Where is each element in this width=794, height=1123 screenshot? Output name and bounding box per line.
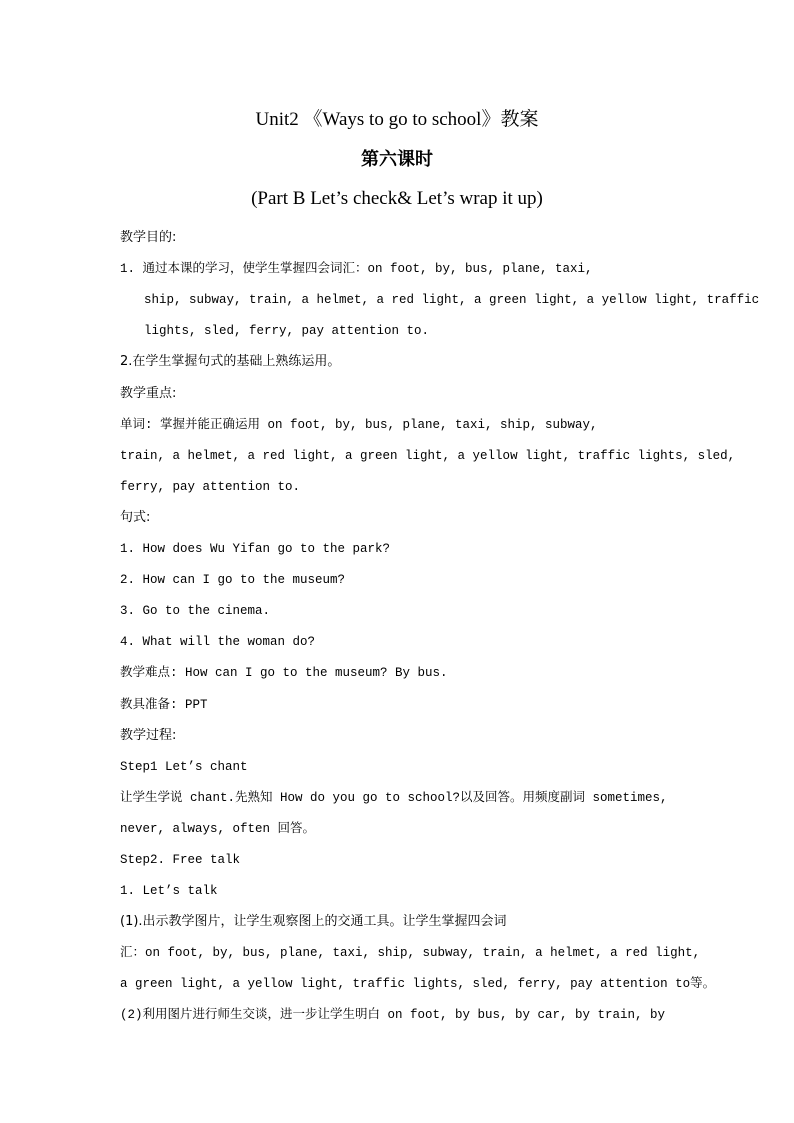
list-item: 3. Go to the cinema. (120, 604, 271, 618)
list-item: 4. What will the woman do? (120, 635, 316, 649)
document-title: Unit2 《Ways to go to school》教案 (255, 109, 539, 130)
paragraph-line: 汇：on foot, by, bus, plane, taxi, ship, subway, train, a helmet, a red light, (120, 946, 701, 960)
section-heading-sentences: 句式: (120, 510, 151, 525)
section-heading-materials: 教具准备: PPT (120, 698, 208, 712)
paragraph-line: a green light, a yellow light, traffic lights, sled, ferry, pay attention to等。 (120, 977, 716, 991)
list-item: 1. How does Wu Yifan go to the park? (120, 542, 391, 556)
paragraph-line: (2)利用图片进行师生交谈，进一步让学生明白 on foot, by bus, by car, by train, by (120, 1008, 666, 1022)
paragraph-line: 2.在学生掌握句式的基础上熟练运用。 (120, 354, 341, 369)
step-heading: Step1 Let’s chant (120, 760, 248, 774)
step-heading: Step2. Free talk (120, 853, 241, 867)
lesson-part: (Part B Let’s check& Let’s wrap it up) (251, 188, 543, 209)
paragraph-line: 1. 通过本课的学习，使学生掌握四会词汇：on foot, by, bus, plane, taxi, (120, 262, 593, 276)
paragraph-line: 单词: 掌握并能正确运用 on foot, by, bus, plane, taxi, ship, subway, (120, 418, 598, 432)
paragraph-line: ship, subway, train, a helmet, a red light, a green light, a yellow light, traffic (144, 293, 760, 307)
section-heading-objectives: 教学目的: (120, 230, 177, 245)
paragraph-line: never, always, often 回答。 (120, 822, 316, 836)
paragraph-line: ferry, pay attention to. (120, 480, 301, 494)
lesson-number: 第六课时 (361, 149, 433, 169)
paragraph-line: (1).出示教学图片，让学生观察图上的交通工具。让学生掌握四会词 (120, 914, 507, 929)
list-item: 1. Let’s talk (120, 884, 218, 898)
paragraph-line: train, a helmet, a red light, a green light, a yellow light, traffic lights, sled, (120, 449, 736, 463)
section-heading-process: 教学过程: (120, 728, 177, 743)
paragraph-line: lights, sled, ferry, pay attention to. (144, 324, 430, 338)
paragraph-line: 让学生学说 chant.先熟知 How do you go to school?以及回答。用频度副词 sometimes, (120, 791, 668, 805)
list-item: 2. How can I go to the museum? (120, 573, 346, 587)
section-heading-difficulty: 教学难点: How can I go to the museum? By bus. (120, 666, 448, 680)
section-heading-key-points: 教学重点: (120, 386, 177, 401)
